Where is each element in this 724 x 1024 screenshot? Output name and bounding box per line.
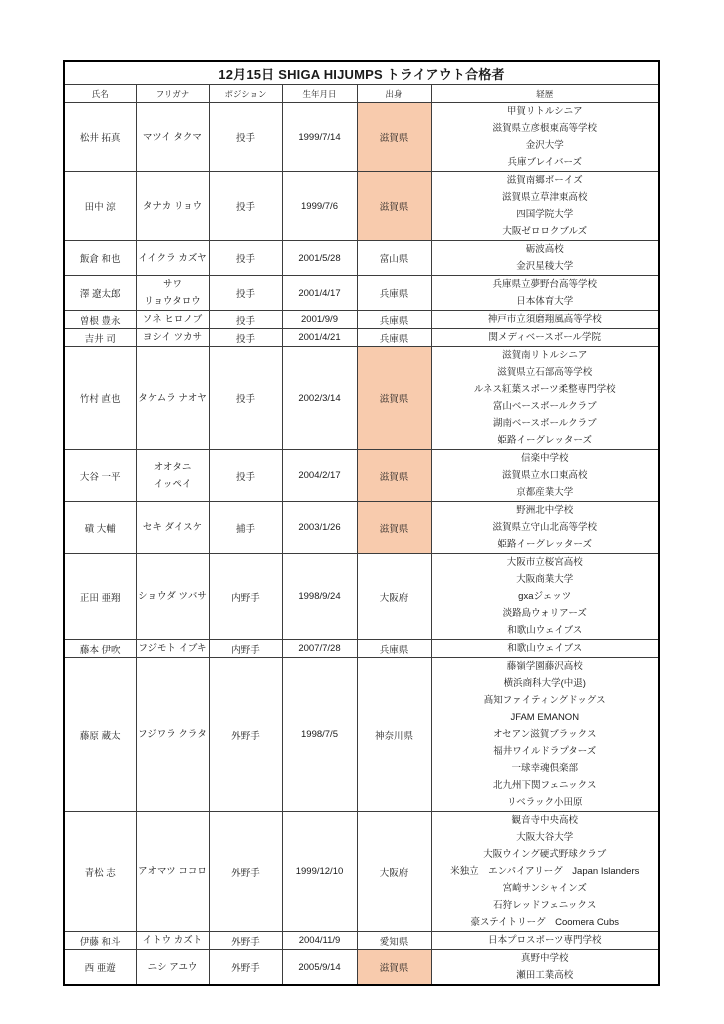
name-cell: 伊藤 和斗 [64, 932, 136, 950]
career-line: 藤嶺学園藤沢高校 [506, 661, 583, 672]
career-line: 兵庫県立夢野台高等学校 [492, 279, 597, 290]
birthdate-cell: 1999/7/6 [282, 172, 357, 241]
career-line: 滋賀県立守山北高等学校 [492, 522, 597, 533]
career-line: 横浜商科大学(中退) [503, 678, 586, 689]
birthdate-cell: 1999/7/14 [282, 103, 357, 172]
career-line: 日本体育大学 [516, 296, 574, 307]
origin-cell: 大阪府 [357, 812, 431, 932]
furigana-cell [136, 241, 209, 276]
origin-cell: 滋賀県 [357, 950, 431, 986]
table-row [64, 103, 659, 172]
table-row [64, 950, 659, 986]
name-cell: 藤本 伊吹 [64, 640, 136, 658]
name-cell: 澤 遼太郎 [64, 276, 136, 311]
table-row [64, 450, 659, 502]
furigana-line: マツイ タクマ [143, 131, 202, 143]
table-row [64, 658, 659, 812]
career-line: 淡路島ウォリアーズ [502, 608, 587, 619]
position-cell: 捕手 [209, 502, 282, 554]
career-line: 関メディベースボール学院 [488, 332, 602, 343]
table-title: 12月15日 SHIGA HIJUMPS トライアウト合格者 [64, 61, 659, 85]
birthdate-cell: 1998/9/24 [282, 554, 357, 640]
position-cell: 外野手 [209, 950, 282, 986]
furigana-cell [136, 172, 209, 241]
table-row [64, 241, 659, 276]
table-row [64, 812, 659, 932]
tryout-table [63, 60, 660, 986]
position-cell: 投手 [209, 241, 282, 276]
career-line: 姫路イーグレッターズ [497, 435, 592, 446]
career-line: 大阪ゼロロクブルズ [502, 226, 588, 237]
position-cell: 投手 [209, 103, 282, 172]
position-cell: 外野手 [209, 658, 282, 812]
career-line: 滋賀南リトルシニア [502, 350, 588, 361]
career-line: gxaジェッツ [518, 591, 572, 602]
furigana-cell [136, 103, 209, 172]
career-line: 福井ワイルドラプターズ [493, 746, 597, 757]
origin-cell: 滋賀県 [357, 172, 431, 241]
career-line: 滋賀南郷ボーイズ [506, 175, 583, 186]
birthdate-cell: 2004/11/9 [282, 932, 357, 950]
furigana-cell [136, 658, 209, 812]
origin-cell: 兵庫県 [357, 311, 431, 329]
furigana-line: フジモト イブキ [138, 643, 207, 654]
tryout-results-sheet [63, 60, 660, 986]
birthdate-cell: 2002/3/14 [282, 347, 357, 450]
name-cell: 曽根 豊永 [64, 311, 136, 329]
furigana-line: イトウ カズト [142, 935, 203, 946]
table-row [64, 329, 659, 347]
career-line: 北九州下関フェニックス [492, 780, 597, 791]
career-cell [431, 812, 659, 932]
position-cell: 外野手 [209, 812, 282, 932]
career-line: 野洲北中学校 [516, 505, 574, 516]
header-row [64, 85, 659, 103]
table-row [64, 311, 659, 329]
furigana-line: ヨシイ ツカサ [142, 332, 203, 343]
position-cell: 投手 [209, 172, 282, 241]
furigana-cell [136, 950, 209, 986]
table-row [64, 932, 659, 950]
name-cell: 竹村 直也 [64, 347, 136, 450]
career-line: 砺波高校 [525, 244, 564, 255]
furigana-line: サワ [162, 279, 182, 290]
position-cell: 投手 [209, 347, 282, 450]
birthdate-cell: 2007/7/28 [282, 640, 357, 658]
career-cell [431, 658, 659, 812]
career-line: 金沢大学 [525, 140, 564, 151]
career-cell [431, 554, 659, 640]
column-header-0: 氏名 [64, 85, 136, 103]
career-line: 米独立 エンパイアリーグ Japan Islanders [450, 866, 640, 877]
career-cell [431, 950, 659, 986]
career-line: 滋賀県立彦根東高等学校 [492, 123, 597, 134]
career-line: 兵庫ブレイバーズ [507, 157, 582, 168]
career-cell [431, 450, 659, 502]
table-row [64, 347, 659, 450]
career-line: 髙知ファイティングドッグス [483, 695, 606, 706]
furigana-line: セキ ダイスケ [142, 522, 203, 533]
career-line: 滋賀県立水口東高校 [501, 470, 588, 481]
furigana-line: イッペイ [153, 478, 192, 490]
origin-cell: 滋賀県 [357, 450, 431, 502]
career-line: 宮崎サンシャインズ [502, 883, 587, 894]
origin-cell: 滋賀県 [357, 347, 431, 450]
furigana-line: ソネ ヒロノブ [142, 314, 203, 325]
career-line: 和歌山ウェイブス [507, 643, 583, 654]
career-cell [431, 640, 659, 658]
career-line: ルネス紅葉スポーツ柔整専門学校 [473, 384, 616, 395]
name-cell: 正田 亜翔 [64, 554, 136, 640]
name-cell: 飯倉 和也 [64, 241, 136, 276]
birthdate-cell: 2001/9/9 [282, 311, 357, 329]
career-line: 姫路イーグレッターズ [497, 539, 592, 550]
career-line: 神戸市立須磨翔風高等学校 [487, 314, 602, 325]
furigana-cell [136, 554, 209, 640]
table-row [64, 276, 659, 311]
career-line: 滋賀県立草津東高校 [501, 192, 588, 203]
furigana-line: ニシ アユウ [147, 961, 198, 973]
origin-cell: 滋賀県 [357, 502, 431, 554]
column-header-5: 経歴 [431, 85, 659, 103]
career-line: 石狩レッドフェニックス [493, 900, 597, 911]
furigana-line: リョウタロウ [144, 296, 201, 307]
career-line: 富山ベースボールクラブ [492, 401, 597, 412]
position-cell: 外野手 [209, 932, 282, 950]
career-line: 滋賀県立石部高等学校 [497, 367, 593, 378]
origin-cell: 大阪府 [357, 554, 431, 640]
career-line: JFAM EMANON [510, 712, 580, 723]
career-line: 日本プロスポーツ専門学校 [487, 935, 602, 946]
career-line: 一球幸魂倶楽部 [511, 763, 578, 774]
career-line: 和歌山ウェイブス [507, 625, 583, 636]
position-cell: 内野手 [209, 554, 282, 640]
birthdate-cell: 1999/12/10 [282, 812, 357, 932]
column-header-3: 生年月日 [282, 85, 357, 103]
career-cell [431, 502, 659, 554]
career-cell [431, 347, 659, 450]
name-cell: 青松 志 [64, 812, 136, 932]
career-line: 湖南ベースボールクラブ [492, 418, 597, 429]
career-cell [431, 276, 659, 311]
career-line: 瀬田工業高校 [516, 970, 574, 981]
career-line: 大阪市立桜宮高校 [506, 557, 583, 568]
origin-cell: 富山県 [357, 241, 431, 276]
career-cell [431, 172, 659, 241]
table-row [64, 172, 659, 241]
birthdate-cell: 2001/4/21 [282, 329, 357, 347]
column-header-2: ポジション [209, 85, 282, 103]
career-line: リベラック小田原 [506, 797, 583, 808]
origin-cell: 兵庫県 [357, 640, 431, 658]
origin-cell: 神奈川県 [357, 658, 431, 812]
career-cell [431, 932, 659, 950]
career-cell [431, 241, 659, 276]
column-header-4: 出身 [357, 85, 431, 103]
position-cell: 投手 [209, 276, 282, 311]
birthdate-cell: 2001/4/17 [282, 276, 357, 311]
furigana-cell [136, 502, 209, 554]
name-cell: 大谷 一平 [64, 450, 136, 502]
table-row [64, 554, 659, 640]
furigana-line: タケムラ ナオヤ [138, 392, 207, 404]
career-line: 観音寺中央高校 [511, 815, 578, 826]
career-cell [431, 311, 659, 329]
name-cell: 磧 大輔 [64, 502, 136, 554]
career-line: 大阪大谷大学 [516, 832, 574, 843]
name-cell: 藤原 蔵太 [64, 658, 136, 812]
career-line: 豪ステイトリーグ Coomera Cubs [470, 917, 620, 928]
title-row [64, 61, 659, 85]
furigana-line: アオマツ ココロ [138, 866, 207, 877]
career-line: 京都産業大学 [516, 487, 574, 498]
furigana-cell [136, 450, 209, 502]
career-cell [431, 103, 659, 172]
furigana-line: オオタニ [153, 461, 192, 473]
origin-cell: 愛知県 [357, 932, 431, 950]
career-line: 信楽中学校 [520, 453, 569, 464]
furigana-cell [136, 276, 209, 311]
career-line: 金沢星稜大学 [516, 261, 574, 272]
position-cell: 内野手 [209, 640, 282, 658]
birthdate-cell: 2003/1/26 [282, 502, 357, 554]
career-cell [431, 329, 659, 347]
name-cell: 西 亜遊 [64, 950, 136, 986]
career-line: 真野中学校 [520, 953, 569, 964]
furigana-line: フジワラ クラタ [138, 729, 207, 740]
career-line: 甲賀リトルシニア [506, 106, 583, 117]
position-cell: 投手 [209, 450, 282, 502]
furigana-line: イイクラ カズヤ [138, 252, 207, 264]
position-cell: 投手 [209, 311, 282, 329]
table-row [64, 502, 659, 554]
furigana-cell [136, 932, 209, 950]
furigana-line: ショウダ ツバサ [138, 591, 207, 602]
furigana-cell [136, 311, 209, 329]
career-line: 大阪ウイング硬式野球クラブ [483, 849, 607, 860]
column-header-1: フリガナ [136, 85, 209, 103]
furigana-cell [136, 640, 209, 658]
furigana-cell [136, 329, 209, 347]
table-row [64, 640, 659, 658]
birthdate-cell: 2004/2/17 [282, 450, 357, 502]
origin-cell: 兵庫県 [357, 276, 431, 311]
birthdate-cell: 2001/5/28 [282, 241, 357, 276]
furigana-cell [136, 812, 209, 932]
name-cell: 松井 拓真 [64, 103, 136, 172]
name-cell: 田中 涼 [64, 172, 136, 241]
birthdate-cell: 1998/7/5 [282, 658, 357, 812]
furigana-line: タナカ リョウ [142, 200, 203, 212]
name-cell: 吉井 司 [64, 329, 136, 347]
position-cell: 投手 [209, 329, 282, 347]
furigana-cell [136, 347, 209, 450]
career-line: 大阪商業大学 [516, 574, 574, 585]
origin-cell: 兵庫県 [357, 329, 431, 347]
career-line: オセアン滋賀ブラックス [492, 729, 597, 740]
origin-cell: 滋賀県 [357, 103, 431, 172]
career-line: 四国学院大学 [516, 209, 574, 220]
birthdate-cell: 2005/9/14 [282, 950, 357, 986]
